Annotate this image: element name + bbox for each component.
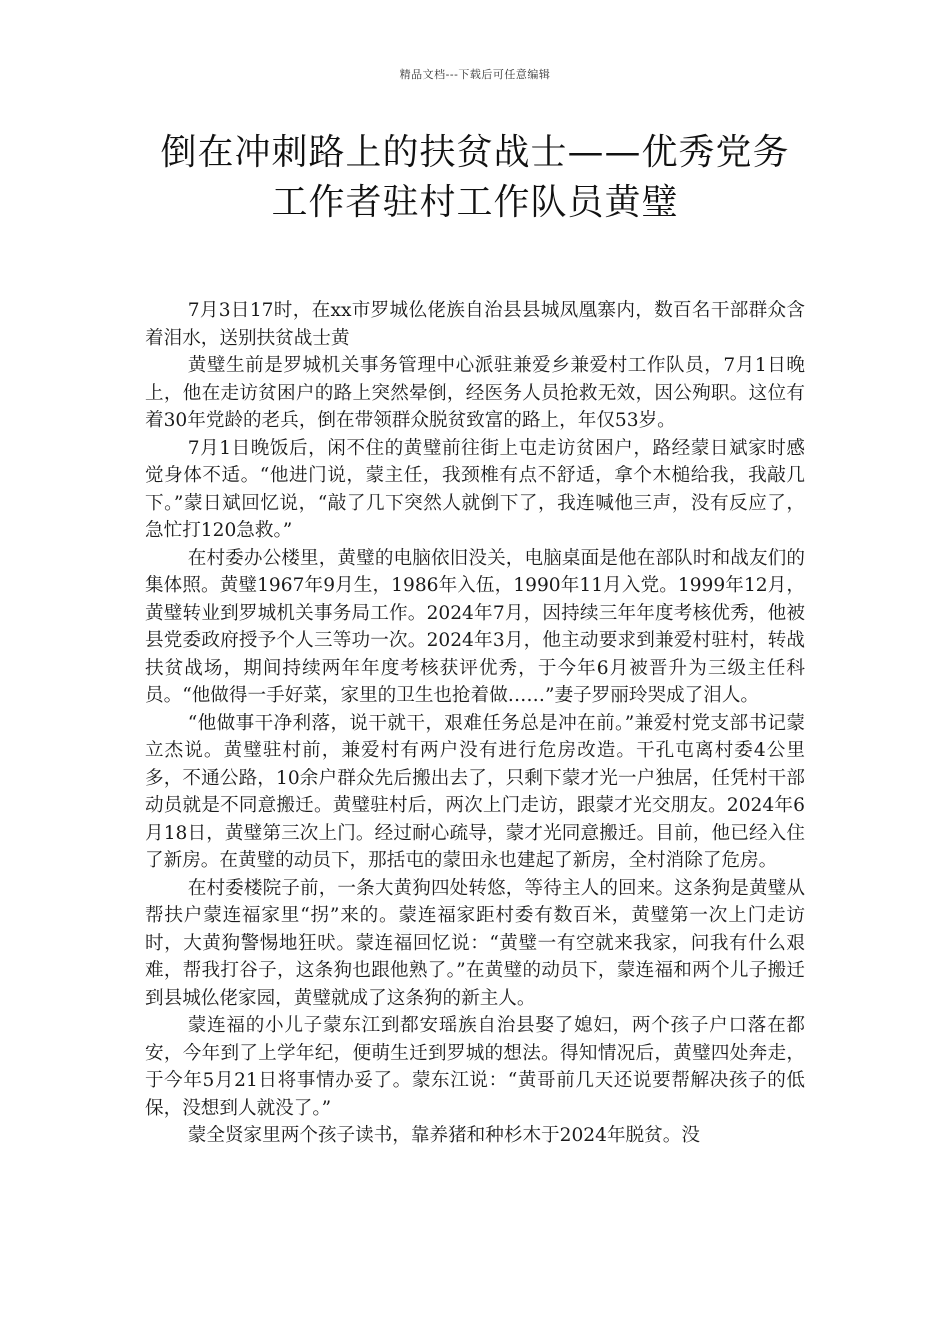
title-line-1: 倒在冲刺路上的扶贫战士——优秀党务: [160, 132, 790, 173]
paragraph: “他做事干净利落，说干就干，艰难任务总是冲在前。”兼爱村党支部书记蒙立杰说。黄璧驻村前，兼爱村有两户没有进行危房改造。干孔屯离村委4公里多，不通公路，10余户群众先后搬出去了，只剩下蒙才光一户独居，任凭村干部动员就是不同意搬迁。黄璧驻村后，两次上门走访，跟蒙才光交朋友。2024年6月18日，黄璧第三次上门。经过耐心疏导，蒙才光同意搬迁。目前，他已经入住了新房。在黄璧的动员下，那括屯的蒙田永也建起了新房，全村消除了危房。: [145, 712, 805, 871]
paragraph: 蒙连福的小儿子蒙东江到都安瑶族自治县娶了媳妇，两个孩子户口落在都安，今年到了上学年纪，便萌生迁到罗城的想法。得知情况后，黄璧四处奔走，于今年5月21日将事情办妥了。蒙东江说：“黄哥前几天还说要帮解决孩子的低保，没想到人就没了。”: [145, 1015, 805, 1119]
paragraph: 在村委楼院子前，一条大黄狗四处转悠，等待主人的回来。这条狗是黄璧从帮扶户蒙连福家里“拐”来的。蒙连福家距村委有数百米，黄璧第一次上门走访时，大黄狗警惕地狂吠。蒙连福回忆说：“黄璧一有空就来我家，问我有什么艰难，帮我打谷子，这条狗也跟他熟了。”在黄璧的动员下，蒙连福和两个儿子搬迁到县城仫佬家园，黄璧就成了这条狗的新主人。: [145, 877, 805, 1009]
document-title: [100, 128, 850, 228]
paragraph: 7月1日晚饭后，闲不住的黄璧前往街上屯走访贫困户，路经蒙日斌家时感觉身体不适。“他进门说，蒙主任，我颈椎有点不舒适，拿个木槌给我，我敲几下。”蒙日斌回忆说，“敲了几下突然人就倒下了，我连喊他三声，没有反应了，急忙打120急救。”: [145, 437, 805, 541]
paragraph: 黄璧生前是罗城机关事务管理中心派驻兼爱乡兼爱村工作队员，7月1日晚上，他在走访贫困户的路上突然晕倒，经医务人员抢救无效，因公殉职。这位有着30年党龄的老兵，倒在带领群众脱贫致富的路上，年仅53岁。: [145, 355, 805, 431]
page-header-note: 精品文档---下载后可任意编辑: [399, 68, 551, 81]
document-body: [145, 297, 805, 1150]
paragraph: 蒙全贤家里两个孩子读书，靠养猪和种杉木于2024年脱贫。没: [187, 1125, 700, 1146]
title-line-2: 工作者驻村工作队员黄璧: [271, 182, 679, 223]
paragraph: 7月3日17时，在xx市罗城仫佬族自治县县城凤凰寨内，数百名干部群众含着泪水，送别扶贫战士黄: [145, 300, 805, 349]
paragraph: 在村委办公楼里，黄璧的电脑依旧没关，电脑桌面是他在部队时和战友们的集体照。黄璧1967年9月生，1986年入伍，1990年11月入党。1999年12月，黄璧转业到罗城机关事务局工作。2024年7月，因持续三年年度考核优秀，他被县党委政府授予个人三等功一次。2024年3月，他主动要求到兼爱村驻村，转战扶贫战场，期间持续两年年度考核获评优秀，于今年6月被晋升为三级主任科员。“他做得一手好菜，家里的卫生也抢着做……”妻子罗丽玲哭成了泪人。: [145, 547, 805, 706]
